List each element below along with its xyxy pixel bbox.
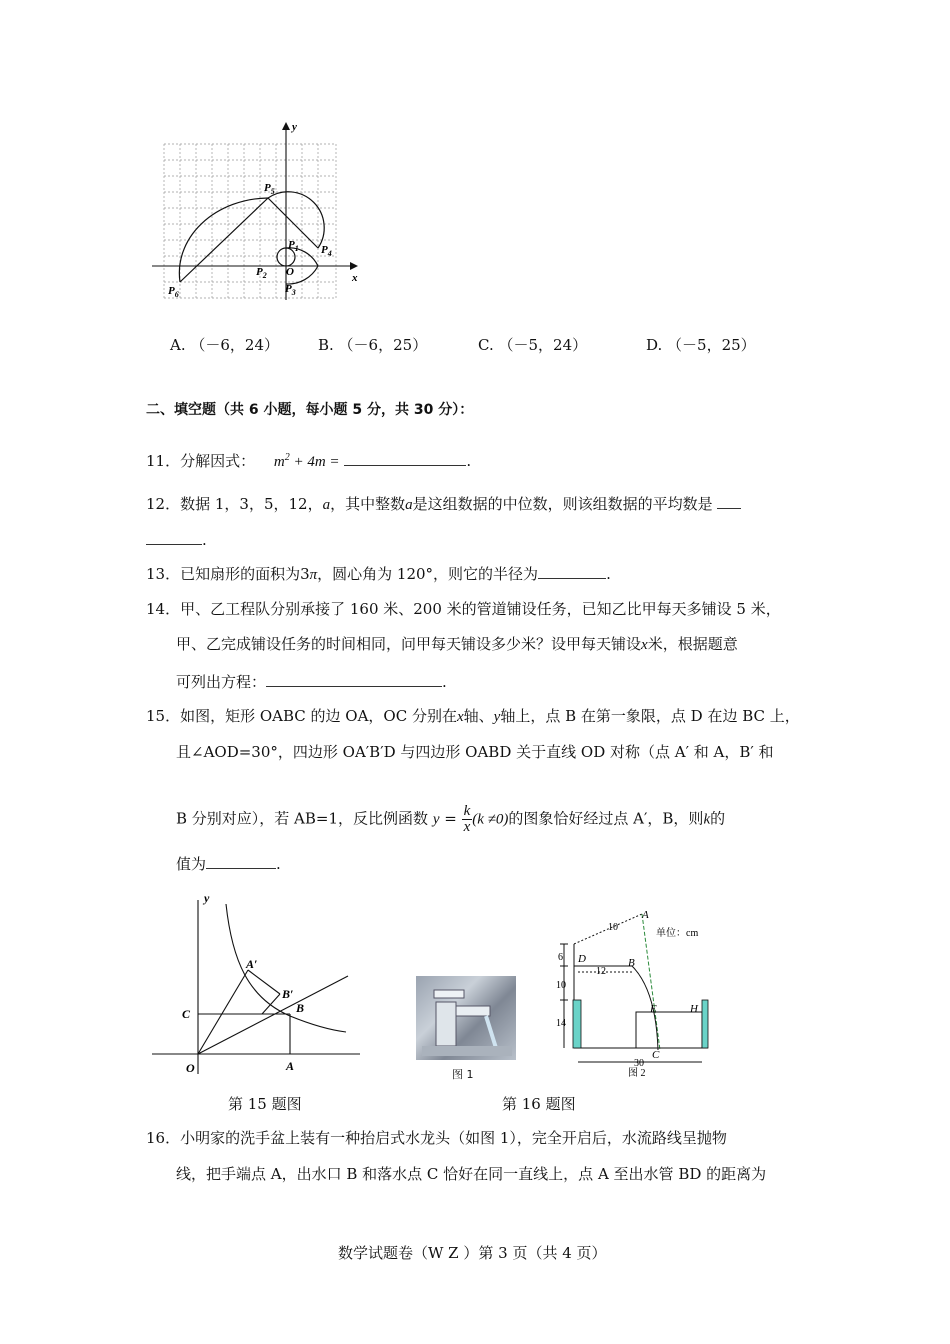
figure-15 xyxy=(148,888,364,1076)
fig16-label-a: A xyxy=(642,909,649,921)
fig15-label-b-prime: B′ xyxy=(282,987,294,1001)
caption-fig-16: 第 16 题图 xyxy=(502,1095,576,1113)
spiral-figure xyxy=(145,118,370,308)
q13-pi: π xyxy=(309,567,318,583)
q14-line2-pre: 甲、乙完成铺设任务的时间相同，问甲每天铺设多少米？设甲每天铺设 xyxy=(176,635,642,653)
option-c[interactable]: C. （－5，24） xyxy=(478,336,588,354)
q15-line1-pre: 15．如图，矩形 OABC 的边 OA，OC 分别在 xyxy=(146,707,457,725)
point-label-p5: $P_5$ xyxy=(264,182,275,196)
q13-prefix: 13．已知扇形的面积为 xyxy=(146,565,301,583)
q15-func-cond: (k ≠0) xyxy=(472,811,509,828)
option-d[interactable]: D. （－5，25） xyxy=(646,336,756,354)
fig16-sink-right xyxy=(702,1000,708,1048)
fig15-line-a1b1 xyxy=(248,970,280,994)
spiral-curve xyxy=(179,192,324,284)
q11-math-rest: + 4m = xyxy=(289,454,340,470)
q15-func-eq: = xyxy=(439,809,462,828)
fig16-label-h: H xyxy=(690,1003,698,1015)
question-15-line1 xyxy=(146,706,800,727)
q15-line3-pre: B 分别对应），若 AB=1，反比例函数 xyxy=(176,809,429,828)
q14-line2-post: 米，根据题意 xyxy=(647,635,738,653)
figure-16-diagram xyxy=(552,906,718,1078)
point-label-p1: $P_1$ xyxy=(288,239,299,253)
fig16-num-10a: 10 xyxy=(608,922,618,933)
fig15-label-a-prime: A′ xyxy=(246,957,258,971)
option-b[interactable]: B. （－6，25） xyxy=(318,336,428,354)
q13-end: . xyxy=(606,565,611,583)
fig15-label-y: y xyxy=(204,891,210,905)
fig16-label-d: D xyxy=(578,953,586,965)
q12-end: . xyxy=(202,531,207,549)
q15-func-y: y xyxy=(432,811,440,828)
faucet-photo xyxy=(416,976,516,1060)
q11-math-m: m xyxy=(273,454,285,470)
q15-x: x xyxy=(456,709,464,725)
q15-k: k xyxy=(703,811,711,828)
fig15-hyperbola xyxy=(226,904,346,1032)
fig16-num-30: 30 xyxy=(634,1058,644,1069)
question-16-line2: 线，把手端点 A，出水口 B 和落水点 C 恰好在同一直线上，点 A 至出水管 BD 的距离为 xyxy=(176,1165,767,1183)
q15-func-num: k xyxy=(463,803,471,819)
fig15-line-od xyxy=(198,976,348,1054)
section-2-title: 二、填空题（共 6 小题，每小题 5 分，共 30 分）： xyxy=(146,402,474,418)
q12-answer-blank-1[interactable] xyxy=(717,494,741,509)
q11-math-exp: 2 xyxy=(284,452,290,463)
q15-line4: 值为 xyxy=(176,855,207,873)
question-15-line3 xyxy=(176,804,725,835)
q15-line1-post: 轴上，点 B 在第一象限，点 D 在边 BC 上， xyxy=(500,707,800,725)
q13-three: 3 xyxy=(300,565,310,583)
question-11 xyxy=(146,448,471,472)
caption-fig-15: 第 15 题图 xyxy=(228,1095,302,1113)
question-14-line3 xyxy=(176,672,447,692)
fig16-num-14: 14 xyxy=(556,1018,566,1029)
fig16-num-6: 6 xyxy=(558,952,563,963)
fig16-caption-2: 图 2 xyxy=(628,1068,646,1078)
fig15-label-o: O xyxy=(186,1061,195,1075)
fig15-label-b: B xyxy=(296,1001,305,1015)
fig16-num-12: 12 xyxy=(596,966,606,977)
q12-a2: a xyxy=(405,497,413,513)
fig15-label-a: A xyxy=(286,1059,295,1073)
question-12 xyxy=(146,494,741,515)
q15-line1-mid: 轴、 xyxy=(463,707,494,725)
q13-post: ，圆心角为 120°，则它的半径为 xyxy=(317,565,539,583)
q14-answer-blank[interactable] xyxy=(266,672,442,687)
fig15-label-c: C xyxy=(182,1007,191,1021)
axes xyxy=(152,126,356,300)
q11-end: . xyxy=(466,452,472,470)
question-15-line4 xyxy=(176,854,281,874)
y-axis-arrow xyxy=(282,122,290,130)
q11-prefix: 11．分解因式： xyxy=(146,452,256,470)
point-label-p2: $P_2$ xyxy=(256,266,267,280)
question-14-line2 xyxy=(176,634,738,655)
q14-end: . xyxy=(442,673,447,691)
q12-post: 是这组数据的中位数，则该组数据的平均数是 xyxy=(412,495,713,513)
q15-line3-end: 的 xyxy=(710,809,726,828)
page-footer: 数学试题卷（W Z ）第 3 页（共 4 页） xyxy=(338,1244,607,1262)
q15-answer-blank[interactable] xyxy=(206,854,276,869)
q15-fraction xyxy=(462,804,473,835)
x-axis-arrow xyxy=(350,262,358,270)
q14-x: x xyxy=(641,637,648,653)
point-label-p6: $P_6$ xyxy=(168,285,179,299)
q12-a1: a xyxy=(322,497,331,513)
faucet-icon xyxy=(416,976,516,1060)
q15-line3-post: 的图象恰好经过点 A′，B，则 xyxy=(508,809,704,828)
y-axis-label: y xyxy=(292,121,297,133)
fig16-unit: 单位：cm xyxy=(656,928,699,939)
question-16-line1: 16．小明家的洗手盆上装有一种抬启式水龙头（如图 1），完全开启后，水流路线呈抛物 xyxy=(146,1129,727,1147)
fig16-num-10b: 10 xyxy=(556,980,566,991)
question-15-line2: 且∠AOD=30°，四边形 OA′B′D 与四边形 OABD 关于直线 OD 对称（点 A′ 和 A，B′ 和 xyxy=(176,743,774,761)
q12-prefix: 12．数据 1，3，5，12， xyxy=(146,495,323,513)
q12-mid: ，其中整数 xyxy=(330,495,406,513)
fig16-sink-left xyxy=(573,1000,581,1048)
q11-answer-blank[interactable] xyxy=(344,451,466,466)
point-label-p4: $P_4$ xyxy=(321,244,332,258)
question-13 xyxy=(146,564,611,585)
q14-line3: 可列出方程： xyxy=(176,673,267,691)
q12-answer-blank-2[interactable] xyxy=(146,530,202,545)
q15-y: y xyxy=(493,709,501,725)
question-14-line1: 14．甲、乙工程队分别承接了 160 米、200 米的管道铺设任务，已知乙比甲每天多铺设 5 米， xyxy=(146,600,781,618)
q13-answer-blank[interactable] xyxy=(538,564,606,579)
q15-func-den: x xyxy=(463,819,471,835)
x-axis-label: x xyxy=(352,272,358,284)
question-12-cont xyxy=(146,530,207,550)
origin-label: O xyxy=(286,266,294,278)
fig16-label-e: E xyxy=(650,1003,657,1015)
q15-end: . xyxy=(276,855,281,873)
grid xyxy=(164,144,336,298)
fig15-line-b1d xyxy=(262,994,280,1014)
option-a[interactable]: A. （－6，24） xyxy=(170,336,279,354)
fig16-caption-1: 图 1 xyxy=(452,1068,474,1081)
fig16-label-b: B xyxy=(628,957,635,969)
point-label-p3: $P_3$ xyxy=(285,283,296,297)
fig16-label-c: C xyxy=(652,1049,660,1061)
